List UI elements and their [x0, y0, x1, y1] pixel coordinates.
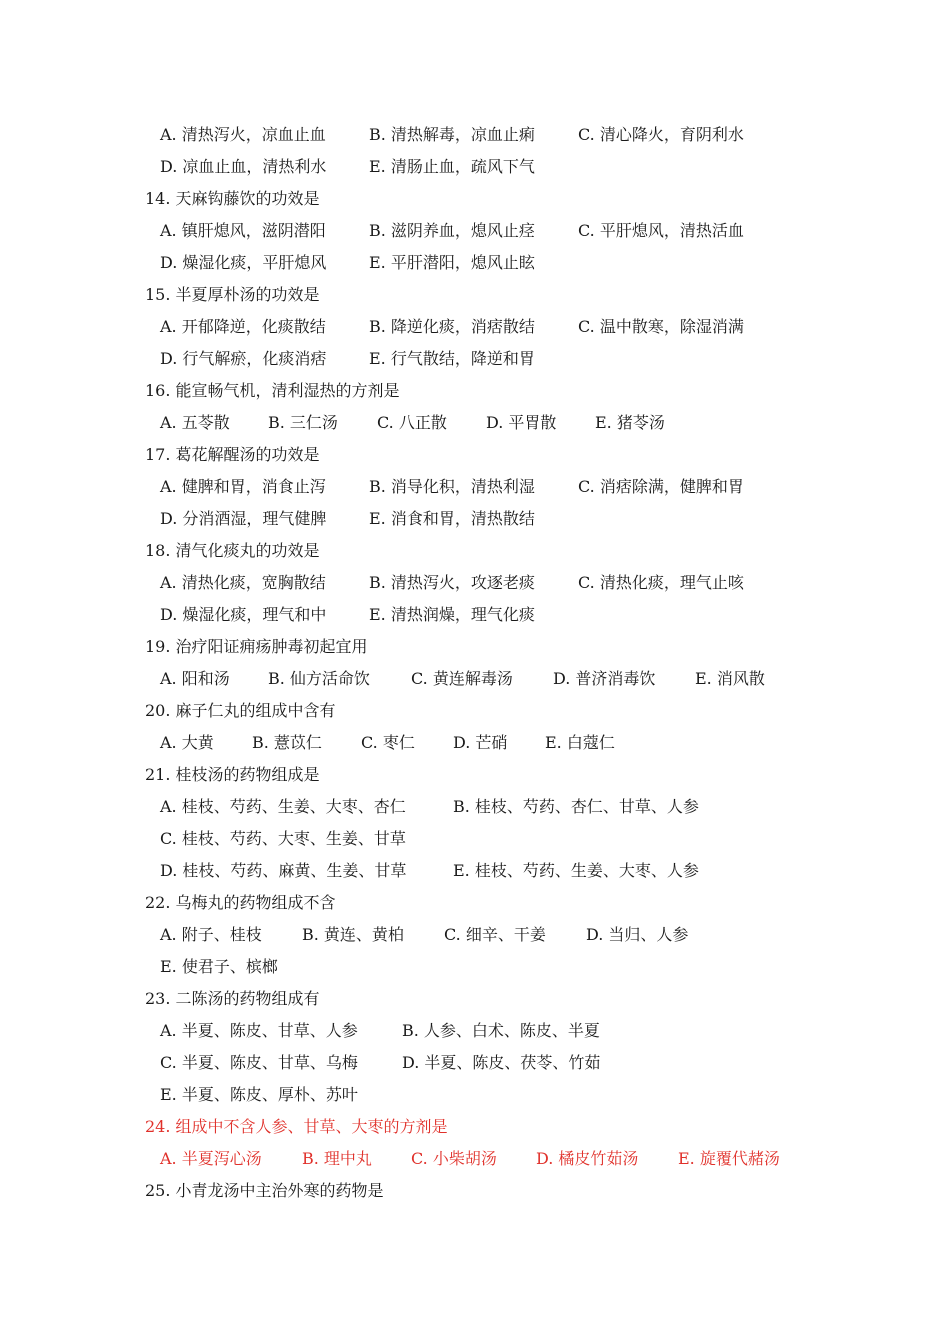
- q19-option-c: C. 黄连解毒汤: [411, 669, 513, 688]
- question-25: 25. 小青龙汤中主治外寒的药物是: [145, 1181, 384, 1200]
- q17-option-b: B. 消导化积，清热利湿: [369, 477, 535, 496]
- q18-option-d: D. 燥湿化痰，理气和中: [160, 605, 327, 624]
- question-22: 22. 乌梅丸的药物组成不含: [145, 893, 336, 912]
- q13-option-e: E. 清肠止血，疏风下气: [369, 157, 535, 176]
- question-20: 20. 麻子仁丸的组成中含有: [145, 701, 336, 720]
- q15-option-b: B. 降逆化痰，消痞散结: [369, 317, 535, 336]
- q24-option-a: A. 半夏泻心汤: [160, 1149, 262, 1168]
- q16-option-e: E. 猪苓汤: [595, 413, 665, 432]
- q20-option-a: A. 大黄: [160, 733, 214, 752]
- q20-option-d: D. 芒硝: [453, 733, 508, 752]
- question-18: 18. 清气化痰丸的功效是: [145, 541, 320, 560]
- q15-option-a: A. 开郁降逆，化痰散结: [160, 317, 326, 336]
- q18-option-a: A. 清热化痰，宽胸散结: [160, 573, 326, 592]
- q13-option-d: D. 凉血止血，清热利水: [160, 157, 327, 176]
- q19-option-d: D. 普济消毒饮: [553, 669, 656, 688]
- q24-option-c: C. 小柴胡汤: [411, 1149, 497, 1168]
- q14-option-e: E. 平肝潜阳，熄风止眩: [369, 253, 535, 272]
- q20-option-e: E. 白蔻仁: [545, 733, 615, 752]
- q21-option-a: A. 桂枝、芍药、生姜、大枣、杏仁: [160, 797, 406, 816]
- q16-option-a: A. 五苓散: [160, 413, 230, 432]
- q14-option-a: A. 镇肝熄风，滋阴潜阳: [160, 221, 326, 240]
- q13-option-b: B. 清热解毒，凉血止痢: [369, 125, 535, 144]
- q17-option-a: A. 健脾和胃，消食止泻: [160, 477, 326, 496]
- q18-option-c: C. 清热化痰，理气止咳: [578, 573, 744, 592]
- q19-option-e: E. 消风散: [695, 669, 765, 688]
- q18-option-b: B. 清热泻火，攻逐老痰: [369, 573, 535, 592]
- q17-option-e: E. 消食和胃，清热散结: [369, 509, 535, 528]
- question-14: 14. 天麻钩藤饮的功效是: [145, 189, 320, 208]
- q17-option-c: C. 消痞除满，健脾和胃: [578, 477, 744, 496]
- q21-option-e: E. 桂枝、芍药、生姜、大枣、人参: [453, 861, 699, 880]
- q15-option-d: D. 行气解瘀，化痰消痞: [160, 349, 327, 368]
- q15-option-c: C. 温中散寒，除湿消满: [578, 317, 744, 336]
- q15-option-e: E. 行气散结，降逆和胃: [369, 349, 535, 368]
- q23-option-e: E. 半夏、陈皮、厚朴、苏叶: [160, 1085, 358, 1104]
- q22-option-c: C. 细辛、干姜: [444, 925, 546, 944]
- q20-option-c: C. 枣仁: [361, 733, 415, 752]
- question-23: 23. 二陈汤的药物组成有: [145, 989, 320, 1008]
- q22-option-e: E. 使君子、槟榔: [160, 957, 278, 976]
- q24-option-b: B. 理中丸: [302, 1149, 372, 1168]
- question-24: 24. 组成中不含人参、甘草、大枣的方剂是: [145, 1117, 448, 1136]
- q19-option-a: A. 阳和汤: [160, 669, 230, 688]
- question-16: 16. 能宣畅气机，清利湿热的方剂是: [145, 381, 400, 400]
- q24-option-e: E. 旋覆代赭汤: [678, 1149, 780, 1168]
- q19-option-b: B. 仙方活命饮: [268, 669, 370, 688]
- q16-option-b: B. 三仁汤: [268, 413, 338, 432]
- q18-option-e: E. 清热润燥，理气化痰: [369, 605, 535, 624]
- q13-option-a: A. 清热泻火，凉血止血: [160, 125, 326, 144]
- q16-option-d: D. 平胃散: [486, 413, 557, 432]
- q17-option-d: D. 分消酒湿，理气健脾: [160, 509, 327, 528]
- question-17: 17. 葛花解醒汤的功效是: [145, 445, 320, 464]
- q22-option-a: A. 附子、桂枝: [160, 925, 262, 944]
- q22-option-b: B. 黄连、黄柏: [302, 925, 404, 944]
- q22-option-d: D. 当归、人参: [586, 925, 689, 944]
- q21-option-c: C. 桂枝、芍药、大枣、生姜、甘草: [160, 829, 406, 848]
- q23-option-a: A. 半夏、陈皮、甘草、人参: [160, 1021, 358, 1040]
- q14-option-d: D. 燥湿化痰，平肝熄风: [160, 253, 327, 272]
- question-15: 15. 半夏厚朴汤的功效是: [145, 285, 320, 304]
- question-19: 19. 治疗阳证痈疡肿毒初起宜用: [145, 637, 368, 656]
- q14-option-c: C. 平肝熄风，清热活血: [578, 221, 744, 240]
- q23-option-d: D. 半夏、陈皮、茯苓、竹茹: [402, 1053, 601, 1072]
- q23-option-b: B. 人参、白术、陈皮、半夏: [402, 1021, 600, 1040]
- q21-option-d: D. 桂枝、芍药、麻黄、生姜、甘草: [160, 861, 407, 880]
- q13-option-c: C. 清心降火，育阴利水: [578, 125, 744, 144]
- q21-option-b: B. 桂枝、芍药、杏仁、甘草、人参: [453, 797, 699, 816]
- q20-option-b: B. 薏苡仁: [252, 733, 322, 752]
- q16-option-c: C. 八正散: [377, 413, 447, 432]
- q14-option-b: B. 滋阴养血，熄风止痉: [369, 221, 535, 240]
- q24-option-d: D. 橘皮竹茹汤: [536, 1149, 639, 1168]
- question-21: 21. 桂枝汤的药物组成是: [145, 765, 320, 784]
- q23-option-c: C. 半夏、陈皮、甘草、乌梅: [160, 1053, 358, 1072]
